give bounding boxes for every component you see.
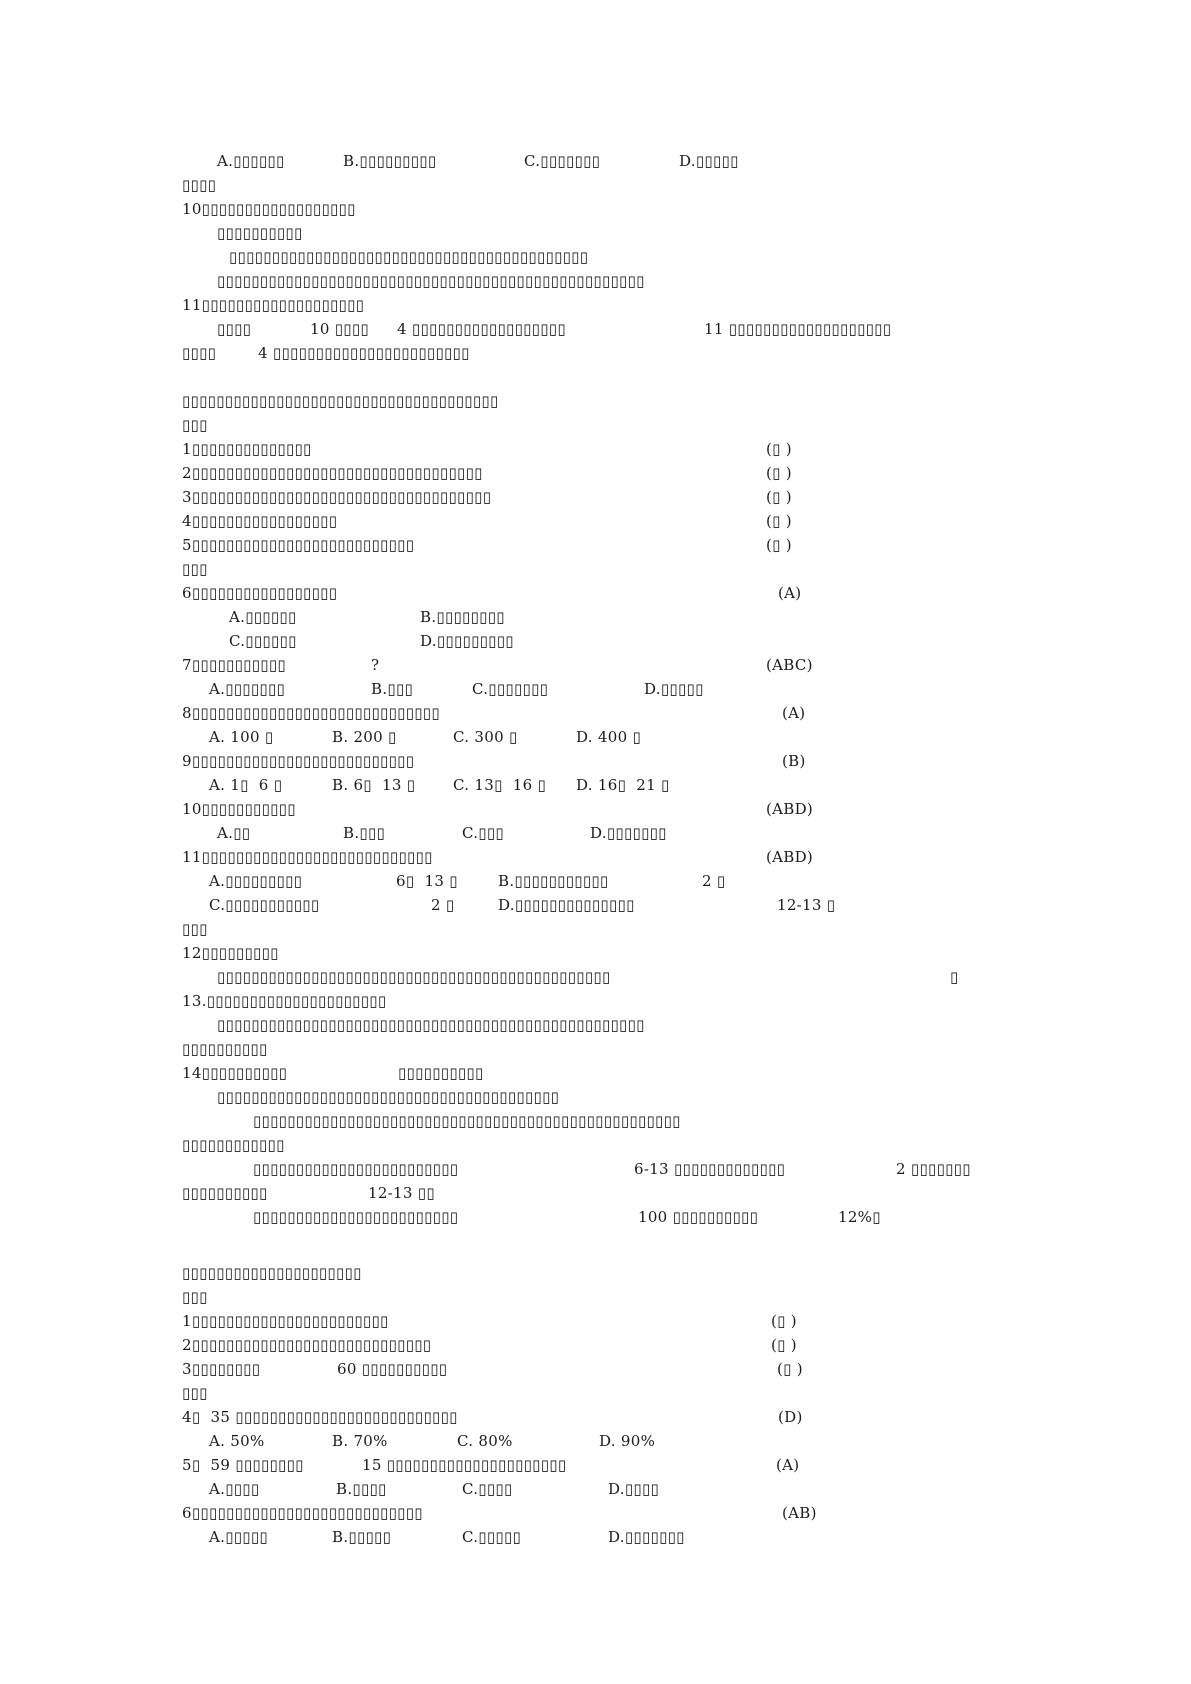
text-line: ▯▯▯▯▯▯▯▯▯▯ (182, 1184, 268, 1202)
text-line: A.▯▯▯▯▯▯▯ (209, 680, 286, 698)
text-line: (▯ ) (766, 536, 792, 554)
text-line: 15 ▯▯▯▯▯▯▯▯▯▯▯▯▯▯▯▯▯▯▯▯▯ (362, 1456, 567, 1474)
text-line: B.▯▯▯▯ (336, 1480, 387, 1498)
text-line: D.▯▯▯▯ (608, 1480, 660, 1498)
text-line: (▯ ) (777, 1360, 803, 1378)
text-line: C.▯▯▯▯▯▯▯▯▯▯▯ (209, 896, 320, 914)
text-line: ▯▯▯▯▯▯▯▯▯▯▯▯▯▯▯▯▯▯▯▯▯▯▯▯▯▯▯▯▯▯▯▯▯▯▯▯▯▯▯▯▯▯▯▯▯▯▯▯▯▯ (217, 1016, 645, 1034)
text-line: D.▯▯▯▯▯▯▯ (590, 824, 667, 842)
text-line: C.▯▯▯▯ (462, 1480, 513, 1498)
text-line: 6▯▯▯▯▯▯▯▯▯▯▯▯▯▯▯▯▯▯▯▯▯▯▯▯▯▯▯ (182, 1504, 423, 1522)
text-line: B.▯▯▯▯▯▯▯▯ (420, 608, 505, 626)
text-line: B. 70% (332, 1432, 388, 1450)
text-line: A. 50% (209, 1432, 265, 1450)
text-line: 4▯ 35 ▯▯▯▯▯▯▯▯▯▯▯▯▯▯▯▯▯▯▯▯▯▯▯▯▯▯ (182, 1408, 458, 1426)
text-line: C.▯▯▯▯▯ (462, 1528, 522, 1546)
text-line: ▯▯▯ (182, 1384, 208, 1402)
text-line: 2▯▯▯▯▯▯▯▯▯▯▯▯▯▯▯▯▯▯▯▯▯▯▯▯▯▯▯▯▯▯▯▯▯▯ (182, 464, 483, 482)
text-line: ▯▯▯▯ (217, 320, 252, 338)
text-line: ▯▯▯▯▯▯▯▯▯▯▯▯▯▯▯▯▯▯▯▯▯ (182, 1264, 362, 1282)
text-line: 10▯▯▯▯▯▯▯▯▯▯▯▯▯▯▯▯▯▯ (182, 200, 356, 218)
text-line: 2▯▯▯▯▯▯▯▯▯▯▯▯▯▯▯▯▯▯▯▯▯▯▯▯▯▯▯▯ (182, 1336, 432, 1354)
text-line: 7▯▯▯▯▯▯▯▯▯▯▯ (182, 656, 286, 674)
text-line: 8▯▯▯▯▯▯▯▯▯▯▯▯▯▯▯▯▯▯▯▯▯▯▯▯▯▯▯▯▯ (182, 704, 440, 722)
text-line: (▯ ) (771, 1336, 797, 1354)
text-line: ▯▯▯▯▯▯▯▯▯▯ (398, 1064, 484, 1082)
text-line: (D) (778, 1408, 803, 1426)
text-line: 12-13 ▯▯ (368, 1184, 435, 1202)
text-line: A.▯▯▯▯▯ (209, 1528, 268, 1546)
text-line: D.▯▯▯▯▯ (644, 680, 704, 698)
text-line: D. 90% (599, 1432, 656, 1450)
text-line: D.▯▯▯▯▯▯▯▯▯ (420, 632, 514, 650)
text-line: 5▯ 59 ▯▯▯▯▯▯▯▯ (182, 1456, 304, 1474)
text-line: B.▯▯▯▯▯ (332, 1528, 392, 1546)
text-line: 1▯▯▯▯▯▯▯▯▯▯▯▯▯▯ (182, 440, 312, 458)
text-line: ▯▯▯▯▯▯▯▯▯▯ (217, 224, 303, 242)
text-line: (A) (782, 704, 806, 722)
text-line: C. 13▯ 16 ▯ (453, 776, 547, 794)
text-line: D.▯▯▯▯▯▯▯▯▯▯▯▯▯▯ (498, 896, 635, 914)
text-line: ▯ (950, 968, 959, 986)
text-line: 60 ▯▯▯▯▯▯▯▯▯▯ (337, 1360, 448, 1378)
text-line: 4 ▯▯▯▯▯▯▯▯▯▯▯▯▯▯▯▯▯▯▯▯▯▯▯ (258, 344, 470, 362)
text-line: (▯ ) (771, 1312, 797, 1330)
text-line: ▯▯▯▯▯▯▯▯▯▯ (182, 1040, 268, 1058)
text-line: ▯▯▯ (182, 560, 208, 578)
text-line: 5▯▯▯▯▯▯▯▯▯▯▯▯▯▯▯▯▯▯▯▯▯▯▯▯▯▯ (182, 536, 415, 554)
text-line: 13.▯▯▯▯▯▯▯▯▯▯▯▯▯▯▯▯▯▯▯▯▯ (182, 992, 387, 1010)
text-line: (▯ ) (766, 440, 792, 458)
text-line: A.▯▯▯▯ (209, 1480, 260, 1498)
text-line: ▯▯▯▯ (182, 176, 217, 194)
text-line: ▯▯▯ (182, 920, 208, 938)
text-line: ▯▯▯▯▯▯▯▯▯▯▯▯▯▯▯▯▯▯▯▯▯▯▯▯▯▯▯▯▯▯▯▯▯▯▯▯▯▯▯▯▯▯▯▯▯▯▯▯▯▯ (217, 272, 645, 290)
text-line: 9▯▯▯▯▯▯▯▯▯▯▯▯▯▯▯▯▯▯▯▯▯▯▯▯▯▯ (182, 752, 415, 770)
text-line: (B) (782, 752, 806, 770)
text-line: A.▯▯▯▯▯▯ (217, 152, 285, 170)
text-line: 11▯▯▯▯▯▯▯▯▯▯▯▯▯▯▯▯▯▯▯▯▯▯▯▯▯▯▯ (182, 848, 433, 866)
text-line: D. 16▯ 21 ▯ (576, 776, 670, 794)
text-line: ▯▯▯▯▯▯▯▯▯▯▯▯▯▯▯▯▯▯▯▯▯▯▯▯▯▯▯▯▯▯▯▯▯▯▯▯▯▯▯▯ (217, 1088, 560, 1106)
text-line: ▯▯▯▯▯▯▯▯▯▯▯▯▯▯▯▯▯▯▯▯▯▯▯▯▯▯▯▯▯▯▯▯▯▯▯▯▯▯▯▯▯▯▯▯▯▯ (217, 968, 611, 986)
text-line: (ABD) (766, 848, 814, 866)
text-line: A. 1▯ 6 ▯ (209, 776, 283, 794)
text-line: ▯▯▯▯▯▯▯▯▯▯▯▯▯▯▯▯▯▯▯▯▯▯▯▯▯▯▯▯▯▯▯▯▯▯▯▯▯ (182, 392, 499, 410)
text-line: ▯▯▯ (182, 416, 208, 434)
text-line: C.▯▯▯ (462, 824, 504, 842)
text-line: (A) (776, 1456, 800, 1474)
text-line: C.▯▯▯▯▯▯▯ (472, 680, 549, 698)
text-line: 2 ▯ (702, 872, 726, 890)
text-line: C. 80% (457, 1432, 513, 1450)
text-line: (A) (778, 584, 802, 602)
text-line: (▯ ) (766, 464, 792, 482)
text-line: ▯▯▯▯▯▯▯▯▯▯▯▯▯▯▯▯▯▯▯▯▯▯▯▯▯▯▯▯▯▯▯▯▯▯▯▯▯▯▯▯▯▯▯▯▯▯▯▯▯▯ (253, 1112, 681, 1130)
text-line: A.▯▯▯▯▯▯ (229, 608, 297, 626)
text-line: 2 ▯▯▯▯▯▯▯ (896, 1160, 971, 1178)
text-line: 10 ▯▯▯▯ (310, 320, 369, 338)
text-line: A.▯▯ (217, 824, 251, 842)
text-line: C.▯▯▯▯▯▯ (229, 632, 297, 650)
text-line: 12-13 ▯ (777, 896, 836, 914)
text-line: 4 ▯▯▯▯▯▯▯▯▯▯▯▯▯▯▯▯▯▯ (397, 320, 566, 338)
text-line: (AB) (782, 1504, 817, 1522)
text-line: 10▯▯▯▯▯▯▯▯▯▯▯ (182, 800, 296, 818)
text-line: 12%▯ (838, 1208, 881, 1226)
text-line: B.▯▯▯▯▯▯▯▯▯ (343, 152, 437, 170)
text-line: C. 300 ▯ (453, 728, 518, 746)
text-line: 4▯▯▯▯▯▯▯▯▯▯▯▯▯▯▯▯▯ (182, 512, 338, 530)
text-line: B.▯▯▯ (343, 824, 386, 842)
text-line: 11 ▯▯▯▯▯▯▯▯▯▯▯▯▯▯▯▯▯▯▯ (704, 320, 892, 338)
text-line: A. 100 ▯ (209, 728, 274, 746)
text-line: 6▯ 13 ▯ (396, 872, 458, 890)
text-line: (ABD) (766, 800, 814, 818)
text-line: ▯▯▯▯▯▯▯▯▯▯▯▯▯▯▯▯▯▯▯▯▯▯▯▯ (253, 1208, 459, 1226)
text-line: D.▯▯▯▯▯ (679, 152, 739, 170)
text-line: 1▯▯▯▯▯▯▯▯▯▯▯▯▯▯▯▯▯▯▯▯▯▯▯ (182, 1312, 389, 1330)
text-line: D. 400 ▯ (576, 728, 642, 746)
text-line: 6▯▯▯▯▯▯▯▯▯▯▯▯▯▯▯▯▯ (182, 584, 338, 602)
text-line: D.▯▯▯▯▯▯▯ (608, 1528, 685, 1546)
text-line: ▯▯▯▯▯▯▯▯▯▯▯▯ (182, 1136, 285, 1154)
text-line: 11▯▯▯▯▯▯▯▯▯▯▯▯▯▯▯▯▯▯▯ (182, 296, 365, 314)
text-line: C.▯▯▯▯▯▯▯ (524, 152, 601, 170)
text-line: (▯ ) (766, 488, 792, 506)
text-line: 12▯▯▯▯▯▯▯▯▯ (182, 944, 279, 962)
text-line: (▯ ) (766, 512, 792, 530)
text-line: ▯▯▯ (182, 1288, 208, 1306)
text-line: 100 ▯▯▯▯▯▯▯▯▯▯ (638, 1208, 759, 1226)
text-line: ▯▯▯▯ (182, 344, 217, 362)
text-line: ▯▯▯▯▯▯▯▯▯▯▯▯▯▯▯▯▯▯▯▯▯▯▯▯ (253, 1160, 459, 1178)
text-line: B. 6▯ 13 ▯ (332, 776, 416, 794)
text-line: A.▯▯▯▯▯▯▯▯▯ (209, 872, 303, 890)
text-line: ? (371, 656, 380, 674)
text-line: ▯▯▯▯▯▯▯▯▯▯▯▯▯▯▯▯▯▯▯▯▯▯▯▯▯▯▯▯▯▯▯▯▯▯▯▯▯▯▯▯▯▯ (229, 248, 589, 266)
text-line: 3▯▯▯▯▯▯▯▯ (182, 1360, 261, 1378)
text-line: 2 ▯ (431, 896, 455, 914)
text-line: B. 200 ▯ (332, 728, 397, 746)
text-line: (ABC) (766, 656, 813, 674)
text-line: B.▯▯▯▯▯▯▯▯▯▯▯ (498, 872, 609, 890)
text-line: B.▯▯▯ (371, 680, 414, 698)
text-line: 14▯▯▯▯▯▯▯▯▯▯ (182, 1064, 288, 1082)
text-line: 3▯▯▯▯▯▯▯▯▯▯▯▯▯▯▯▯▯▯▯▯▯▯▯▯▯▯▯▯▯▯▯▯▯▯▯ (182, 488, 492, 506)
text-line: 6-13 ▯▯▯▯▯▯▯▯▯▯▯▯▯ (634, 1160, 786, 1178)
